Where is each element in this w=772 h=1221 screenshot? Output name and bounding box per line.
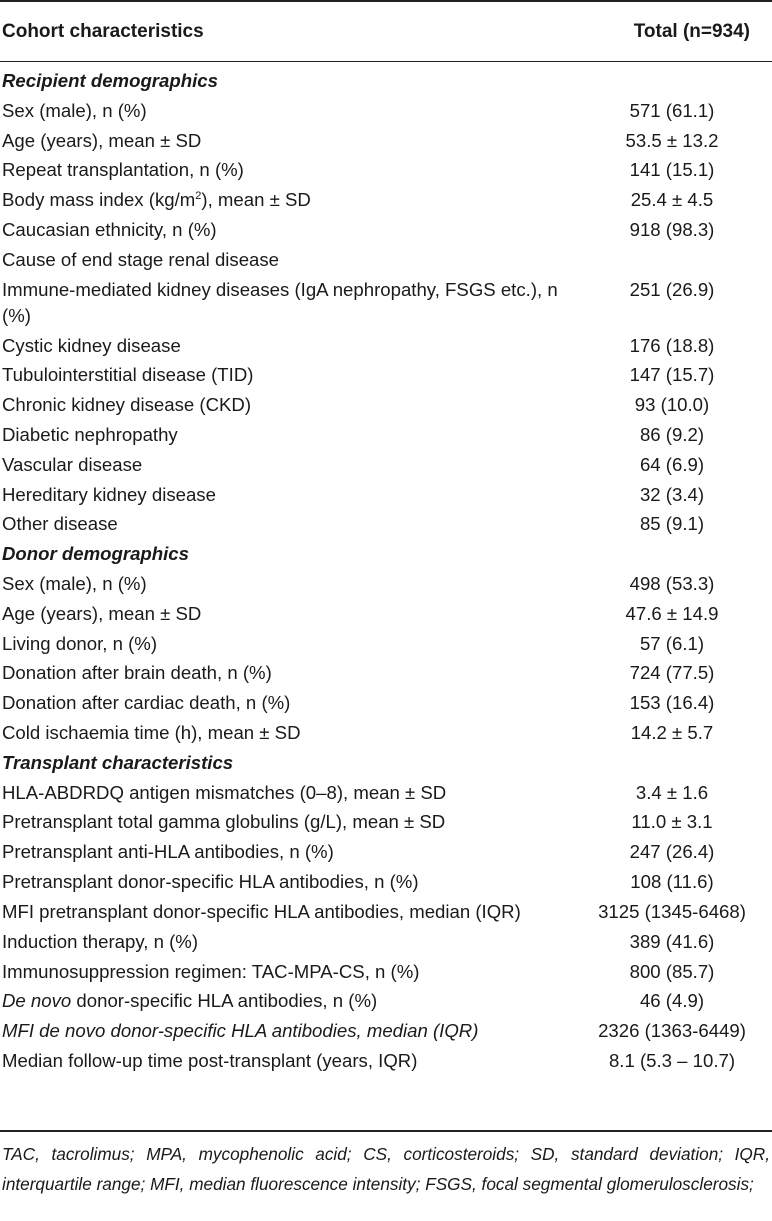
table-row: Age (years), mean ± SD 53.5 ± 13.2 [2, 129, 719, 151]
table-body [0, 66, 772, 1076]
table-row: Immune-mediated kidney diseases (IgA nephropathy, FSGS etc.), n (%) 251 (26.9) [2, 278, 715, 326]
table-row: Body mass index $(kg/m^2)$, mean ± SD 25.4 ± 4.5 [2, 189, 714, 211]
table-row: HLA-ABDRDQ antigen mismatches (0–8), mean ± SD 3.4 ± 1.6 [2, 781, 709, 803]
header-col-characteristics: Cohort characteristics [2, 20, 204, 42]
table-row: Caucasian ethnicity, n (%) 918 (98.3) [2, 218, 715, 240]
table-row: Chronic kidney disease (CKD) 93 (10.0) [2, 394, 710, 416]
section-transplant: Transplant characteristics [2, 751, 234, 773]
table-footnote: TAC, tacrolimus; MPA, mycophenolic acid; CS, corticosteroids; SD, standard deviation; IQR, interquartile range; MFI, median fluorescence intensity; FSGS, focal segmental glomerulosclerosis; [2, 1144, 770, 1194]
section-donor: Donor demographics [2, 543, 189, 565]
table-row: Cystic kidney disease 176 (18.8) [2, 334, 715, 356]
table-row: Donation after brain death, n (%) 724 (77.5) [2, 662, 715, 684]
table-row: Cold ischaemia time (h), mean ± SD 14.2 ± 5.7 [2, 721, 714, 743]
table-row: MFI pretransplant donor-specific HLA antibodies, median (IQR) 3125 (1345-6468) [2, 900, 746, 922]
table-row: Induction therapy, n (%) 389 (41.6) [2, 930, 715, 952]
table-row: Age (years), mean ± SD 47.6 ± 14.9 [2, 602, 719, 624]
table-row: Cause of end stage renal disease [2, 248, 280, 270]
table-row: Vascular disease 64 (6.9) [2, 453, 705, 475]
table-row: De novo donor-specific HLA antibodies, n (%) 46 (4.9) [2, 990, 705, 1012]
table-row: Donation after cardiac death, n (%) 153 (16.4) [2, 692, 715, 714]
table-row: MFI de novo donor-specific HLA antibodies, median (IQR) 2326 (1363-6449) [2, 1020, 746, 1042]
table-row: Pretransplant anti-HLA antibodies, n (%) 247 (26.4) [2, 841, 715, 863]
table-row: Hereditary kidney disease 32 (3.4) [2, 483, 705, 505]
section-recipient: Recipient demographics [2, 70, 218, 91]
table-row: Sex (male), n (%) 498 (53.3) [2, 572, 715, 594]
table-row: Pretransplant donor-specific HLA antibodies, n (%) 108 (11.6) [2, 870, 714, 892]
header-rule [0, 61, 772, 62]
table-header [0, 2, 772, 61]
table-row: Sex (male), n (%) 571 (61.1) [2, 99, 715, 121]
table-row: Median follow-up time post-transplant (years, IQR) 8.1 (5.3 – 10.7) [2, 1049, 736, 1071]
table-row: Living donor, n (%) 57 (6.1) [2, 632, 705, 654]
table-row: Pretransplant total gamma globulins (g/L), mean ± SD 11.0 ± 3.1 [2, 811, 713, 833]
bottom-rule [0, 1130, 772, 1132]
table-row: Tubulointerstitial disease (TID) 147 (15.7) [2, 364, 715, 386]
table-row: Repeat transplantation, n (%) 141 (15.1) [2, 159, 715, 181]
table-row: Immunosuppression regimen: TAC-MPA-CS, n (%) 800 (85.7) [2, 960, 715, 982]
header-col-total: Total (n=934) [633, 20, 750, 42]
table-row: Diabetic nephropathy 86 (9.2) [2, 423, 705, 445]
table-row: Other disease 85 (9.1) [2, 513, 705, 535]
